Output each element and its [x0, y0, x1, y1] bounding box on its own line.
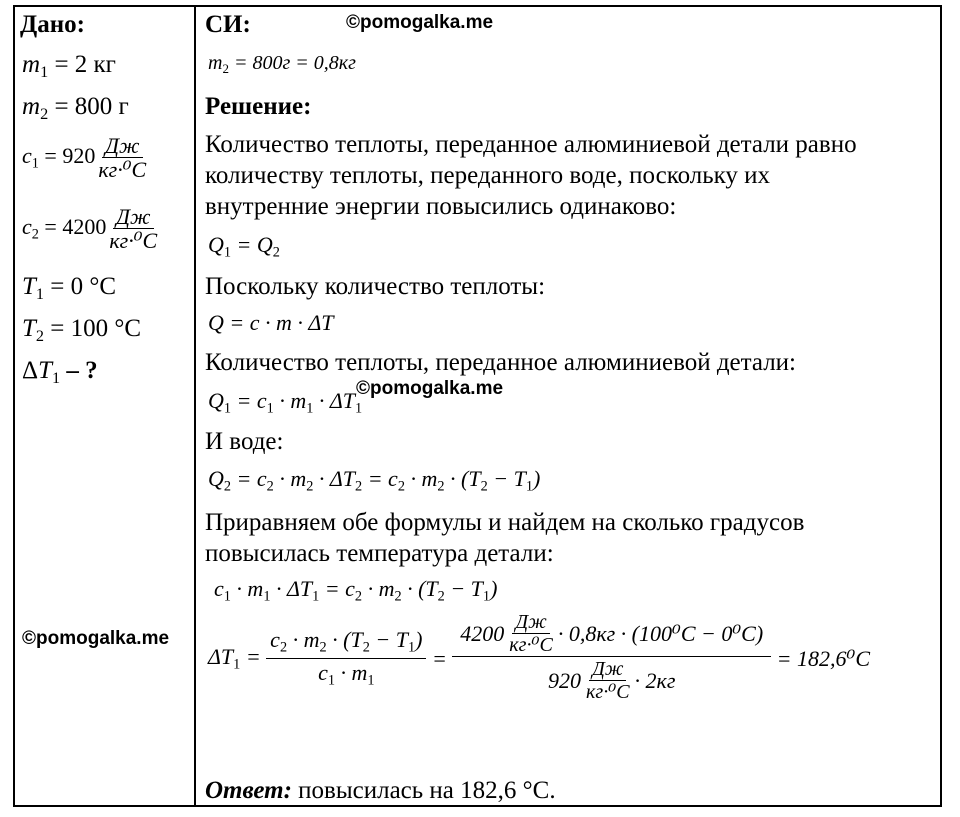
- given-c1: $c_1 = 920$ $\frac{Дж}{\text{кг·⁰C}}$: [22, 133, 147, 183]
- given-title: Дано:: [20, 11, 85, 38]
- given-m1: $m_1 = 2$ кг: [22, 51, 116, 81]
- para3: Количество теплоты, переданное алюминиевой детали:: [205, 349, 797, 376]
- watermark-left: ©pomogalka.me: [22, 628, 170, 649]
- para4: И воде:: [205, 428, 284, 455]
- formula-q: Q = c · m · ΔT: [208, 310, 334, 335]
- formula-q2: $Q_2 = c_2 \cdot m_2 \cdot \Delta T_2 = c_2 \cdot m_2 \cdot (T_2 - T_1)$: [208, 466, 541, 495]
- given-T1: $T_1 = 0$ °C: [22, 273, 117, 303]
- watermark-middle: ©pomogalka.me: [356, 378, 504, 399]
- si-title: СИ:: [205, 11, 251, 38]
- given-T2: $T_2 = 100$ °C: [22, 315, 142, 345]
- para1-line1: Количество теплоты, переданное алюминиевой детали равно: [205, 131, 857, 158]
- watermark-top: ©pomogalka.me: [346, 12, 494, 33]
- given-c2: $c_2 = 4200$ $\frac{Дж}{\text{кг·⁰C}}$: [22, 204, 158, 254]
- formula-equality: $c_1 \cdot m_1 \cdot \Delta T_1 = c_2 \cdot m_2 \cdot (T_2 - T_1)$: [214, 576, 498, 605]
- para2: Поскольку количество теплоты:: [205, 273, 546, 300]
- answer: Ответ: повысилась на 182,6 °C.: [205, 777, 556, 804]
- solution-title: Решение:: [205, 93, 312, 120]
- given-find: $\Delta T_1$ – ?: [22, 357, 98, 387]
- para5-line1: Приравняем обе формулы и найдем на сколько градусов: [205, 509, 805, 536]
- formula-final: $\Delta T_1$ = $\frac{c_2 \cdot m_2 \cdot (T_2 - T_1)}{c_1 \cdot m_1}$ = 4200 $\frac{Дж}{\text{кг·⁰C}}$ · 0,8кг · (100⁰C − 0⁰C) 920 $\frac{Дж}{\text{кг·⁰C}}$ · 2кг = 182,6⁰C: [208, 611, 871, 703]
- si-conversion: $m_2 = 800г = 0,8кг$: [208, 52, 356, 76]
- column-divider: [194, 5, 196, 807]
- formula-q1-eq-q2: $Q_1 = Q_2$: [208, 232, 280, 261]
- para5-line2: повысилась температура детали:: [205, 540, 554, 567]
- para1-line3: внутренние энергии повысились одинаково:: [205, 193, 677, 220]
- formula-q1: $Q_1 = c_1 \cdot m_1 \cdot \Delta T_1$: [208, 388, 363, 417]
- para1-line2: количеству теплоты, переданного воде, поскольку их: [205, 162, 771, 189]
- given-m2: $m_2 = 800$ г: [22, 93, 129, 123]
